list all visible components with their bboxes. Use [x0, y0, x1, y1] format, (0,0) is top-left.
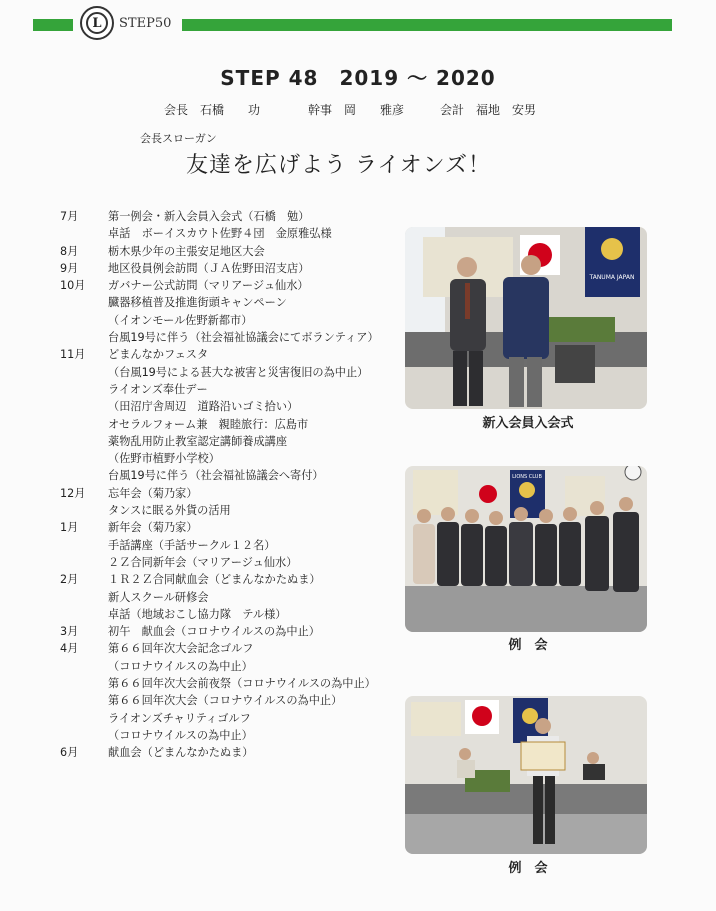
event-text: 第６６回年次大会（コロナウイルスの為中止） — [108, 694, 343, 708]
slogan-label: 会長スローガン — [140, 132, 217, 145]
event-text: （コロナウイルスの為中止） — [108, 659, 253, 673]
event-month: 4月 — [60, 642, 79, 656]
page-title: STEP 48 2019 ～ 2020 — [220, 66, 496, 90]
event-text: 新年会（菊乃家） — [108, 521, 198, 535]
event-text: オセラルフォーム兼 親睦旅行：広島市 — [108, 417, 309, 431]
event-month — [60, 467, 108, 484]
header-bar-right — [182, 19, 672, 31]
event-row — [60, 692, 405, 709]
event-text: 献血会（どまんなかたぬま） — [108, 746, 254, 760]
event-month — [60, 710, 108, 727]
event-row — [60, 416, 405, 433]
event-month: 11月 — [60, 348, 86, 362]
event-row — [60, 277, 405, 294]
event-text: 栃木県少年の主張安足地区大会 — [108, 244, 265, 258]
event-month — [60, 675, 108, 692]
event-text: ２Ｚ合同新年会（マリアージュ仙水） — [108, 555, 298, 569]
lions-logo-icon — [80, 6, 114, 40]
event-month — [60, 416, 108, 433]
event-text: ガバナー公式訪問（マリアージュ仙水） — [108, 279, 309, 293]
event-row — [60, 537, 405, 554]
event-row — [60, 744, 405, 761]
photo-caption-meeting-1: 例 会 — [508, 638, 548, 653]
event-text: どまんなかフェスタ — [108, 348, 209, 362]
event-text: 卓話 ボーイスカウト佐野４団 金原雅弘様 — [108, 227, 332, 241]
event-row — [60, 710, 405, 727]
event-month — [60, 450, 108, 467]
event-month: 1月 — [60, 521, 79, 535]
event-text: 第６６回年次大会前夜祭（コロナウイルスの為中止） — [108, 677, 376, 691]
event-month — [60, 658, 108, 675]
event-month — [60, 329, 108, 346]
event-row — [60, 606, 405, 623]
event-month: 12月 — [60, 486, 86, 500]
event-month — [60, 537, 108, 554]
event-month: 2月 — [60, 573, 79, 587]
event-month: 7月 — [60, 210, 79, 223]
event-text: 地区役員例会訪問（ＪＡ佐野田沼支店） — [108, 261, 310, 275]
event-month: 9月 — [60, 261, 79, 275]
event-text: （コロナウイルスの為中止） — [108, 728, 253, 742]
event-text: 薬物乱用防止教室認定講師養成講座 — [108, 434, 288, 448]
header-bar-left — [33, 19, 73, 31]
event-row — [60, 243, 405, 260]
event-row — [60, 225, 405, 242]
event-text: ライオンズ奉仕デー — [108, 382, 208, 396]
event-row — [60, 381, 405, 398]
event-row — [60, 450, 405, 467]
event-month — [60, 727, 108, 744]
event-row — [60, 208, 405, 225]
events-list — [60, 208, 405, 762]
event-row — [60, 294, 405, 311]
photo-caption-meeting-2: 例 会 — [508, 861, 548, 876]
logo-letter: L — [86, 12, 108, 34]
event-text: 台風19号に伴う（社会福祉協議会へ寄付） — [108, 469, 324, 483]
event-month — [60, 312, 108, 329]
event-row — [60, 519, 405, 536]
event-text: １Ｒ２Ｚ合同献血会（どまんなかたぬま） — [108, 573, 321, 587]
event-text: ライオンズチャリティゴルフ — [108, 711, 251, 725]
event-row — [60, 433, 405, 450]
event-month — [60, 381, 108, 398]
event-row — [60, 346, 405, 363]
event-row — [60, 589, 405, 606]
event-month: 6月 — [60, 746, 79, 760]
banner-text-2: LIONS CLUB — [512, 474, 542, 480]
event-text: 卓話（地域おこし協力隊 テル様） — [108, 607, 287, 621]
photo-induction — [405, 227, 647, 409]
event-row — [60, 640, 405, 657]
event-month — [60, 589, 108, 606]
event-month: 3月 — [60, 625, 79, 639]
event-row — [60, 571, 405, 588]
event-month — [60, 364, 108, 381]
photo-regular-meeting-1 — [405, 466, 647, 632]
event-text: 台風19号に伴う（社会福祉協議会にてボランティア） — [108, 331, 379, 345]
event-row — [60, 554, 405, 571]
banner-text-1: TANUMA JAPAN — [589, 274, 635, 281]
event-text: 第一例会・新入会員入会式（石橋 勉） — [108, 210, 310, 223]
event-month — [60, 692, 108, 709]
event-month: 8月 — [60, 244, 79, 258]
event-month — [60, 554, 108, 571]
event-row — [60, 675, 405, 692]
event-text: （台風19号による甚大な被害と災害復旧の為中止） — [108, 365, 369, 379]
event-row — [60, 364, 405, 381]
photo-caption-induction: 新入会員入会式 — [482, 416, 574, 431]
event-text: （イオンモール佐野新都市） — [108, 313, 253, 327]
event-row — [60, 467, 405, 484]
event-month — [60, 398, 108, 415]
event-row — [60, 312, 405, 329]
event-row — [60, 329, 405, 346]
officers-line: 会長 石橋 功 幹事 岡 雅彦 会計 福地 安男 — [164, 103, 537, 117]
event-row — [60, 485, 405, 502]
event-month — [60, 606, 108, 623]
event-row — [60, 260, 405, 277]
event-row — [60, 727, 405, 744]
event-text: （田沼庁舎周辺 道路沿いゴミ拾い） — [108, 400, 299, 414]
event-month: 10月 — [60, 279, 86, 293]
event-text: 初午 献血会（コロナウイルスの為中止） — [108, 625, 320, 639]
event-month — [60, 433, 108, 450]
event-month — [60, 294, 108, 311]
event-month — [60, 502, 108, 519]
event-row — [60, 502, 405, 519]
event-row — [60, 623, 405, 640]
event-text: 新人スクール研修会 — [108, 590, 209, 604]
event-text: （佐野市植野小学校） — [108, 452, 220, 466]
step-label: STEP50 — [119, 16, 172, 31]
event-month — [60, 225, 108, 242]
photo-regular-meeting-2 — [405, 696, 647, 854]
event-text: 第６６回年次大会記念ゴルフ — [108, 642, 254, 656]
event-text: 手話講座（手話サークル１２名） — [108, 538, 276, 552]
slogan: 友達を広げよう ライオンズ！ — [186, 153, 492, 178]
event-text: 臓器移植普及推進街頭キャンペーン — [108, 296, 287, 310]
event-row — [60, 658, 405, 675]
event-row — [60, 398, 405, 415]
event-text: タンスに眠る外貨の活用 — [108, 504, 231, 518]
event-text: 忘年会（菊乃家） — [108, 486, 198, 500]
